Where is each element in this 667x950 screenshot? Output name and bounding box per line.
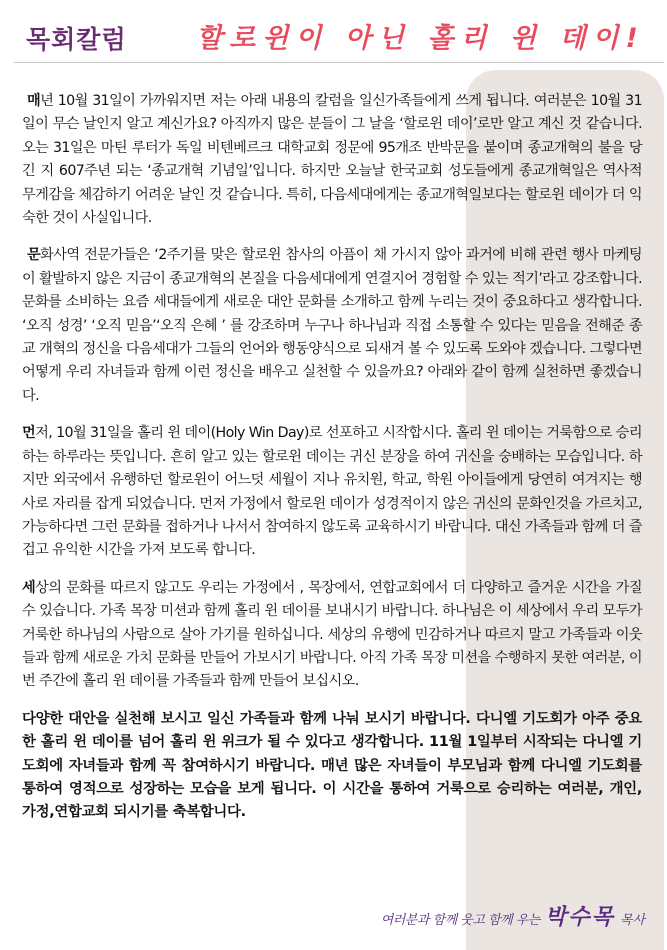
paragraph-4: [22, 577, 642, 694]
paragraph-text: 상의 문화를 따르지 않고도 우리는 가정에서 , 목장에서, 연합교회에서 더 다양하고 즐거운 시간을 가질 수 있습니다. 가족 목장 미션과 함께 홀리 윈 데이를 보내시기 바랍니다. 하나님은 이 세상에서 우리 모두가 거룩한 하나님의 사람으로 살아 가기를 원하십니다. 세상의 유행에 민감하거나 따르지 말고 가족들과 이웃들과 함께 새로운 가치 문화를 만들어 가보시기 바랍니다. 아직 가족 목장 미션을 수행하지 못한 여러분, 이번 주간에 홀리 윈 데이를 가족들과 함께 만들어 보십시오.: [22, 579, 642, 690]
author-name: 박수목: [545, 905, 615, 930]
paragraph-text: 저, 10월 31일을 홀리 윈 데이(Holy Win Day)로 선포하고 시작합시다. 홀리 윈 데이는 거룩함으로 승리하는 하루라는 뜻입니다. 흔히 알고 있는 할로윈 데이는 귀신 분장을 하여 귀신을 숭배하는 모습입니다. 하지만 외국에서 유행하던 할로윈이 어느덧 세월이 지나 유치원, 학교, 학원 아이들에게 당연히 여겨지는 행사로 자리를 잡게 되었습니다. 먼저 가정에서 할로윈 데이가 성경적이지 않은 귀신의 문화인것을 가르치고, 가능하다면 그런 문화를 접하거나 나서서 참여하지 않도록 교육하시기 바랍니다. 대신 가족들과 함께 더 즐겁고 유익한 시간을 가져 보도록 합니다.: [22, 425, 642, 559]
paragraph-1: [22, 90, 642, 230]
paragraph-text: 년 10월 31일이 가까워지면 저는 아래 내용의 칼럼을 일신가족들에게 쓰게 됩니다. 여러분은 10월 31일이 무슨 날인지 알고 계신가요? 아직까지 많은 분들이 그 날을 ‘할로윈 데이’로만 알고 계신 것 같습니다. 오는 31일은 마틴 루터가 독일 비텐베르크 대학교회 정문에 95개조 반박문을 붙이며 종교개혁의 불을 당긴 지 607주년 되는 ‘종교개혁 기념일’입니다. 하지만 오늘날 한국교회 성도들에게 종교개혁일은 역사적 무게감을 체감하기 어려운 날인 것 같습니다. 특히, 다음세대에게는 종교개혁일보다는 할로윈 데이가 더 익숙한 것이 사실입니다.: [22, 93, 642, 227]
paragraph-lead-char: 세: [22, 579, 36, 596]
header-divider: [14, 62, 664, 63]
closing-paragraph: 다양한 대안을 실천해 보시고 일신 가족들과 함께 나눠 보시기 바랍니다. 다니엘 기도회가 아주 중요한 홀리 윈 데이를 넘어 홀리 윈 위크가 될 수 있다고 생각합니다. 11월 1일부터 시작되는 다니엘 기도회에 자녀들과 함께 꼭 참여하시기 바랍니다. 매년 많은 자녀들이 부모님과 함께 다니엘 기도회를 통하여 영적으로 성장하는 모습을 보게 됩니다. 이 시간을 통하여 거룩으로 승리하는 여러분, 개인, 가정,연합교회 되시기를 축복합니다.: [22, 710, 642, 821]
column-title: 할로윈이 아닌 홀리 윈 데이!: [196, 23, 645, 54]
author-signature: [381, 900, 645, 931]
column-header: [0, 0, 667, 70]
paragraph-lead-char: 매: [27, 93, 41, 109]
paragraph-lead-char: 먼: [22, 425, 36, 442]
column-label: 목회칼럼: [26, 25, 127, 54]
paragraph-lead-char: 문: [27, 247, 41, 264]
signature-phrase: 여러분과 함께 웃고 함께 우는: [380, 913, 540, 928]
article-body: [22, 90, 642, 839]
paragraph-text: 화사역 전문가들은 ‘2주기를 맞은 할로윈 참사의 아픔이 채 가시지 않아 과거에 비해 관련 행사 마케팅이 활발하지 않은 지금이 종교개혁의 본질을 다음세대에게 연결지어 경험할 수 있는 적기’라고 강조합니다. 문화를 소비하는 요즘 세대들에게 새로운 대안 문화를 소개하고 함께 누리는 것이 중요하다고 생각합니다. ‘오직 성경’ ‘오직 믿음’‘오직 은혜 ’ 를 강조하며 누구나 하나님과 직접 소통할 수 있다는 믿음을 전해준 종교 개혁의 정신을 다음세대가 그들의 언어와 행동양식으로 되새겨 볼 수 있도록 도와야 겠습니다. 그렇다면 어떻게 우리 자녀들과 함께 이런 정신을 배우고 실천할 수 있을까요? 아래와 같이 함께 실천하면 좋겠습니다.: [22, 247, 642, 404]
paragraph-2: [22, 244, 642, 408]
paragraph-3: [22, 422, 642, 562]
author-role: 목사: [619, 913, 645, 928]
